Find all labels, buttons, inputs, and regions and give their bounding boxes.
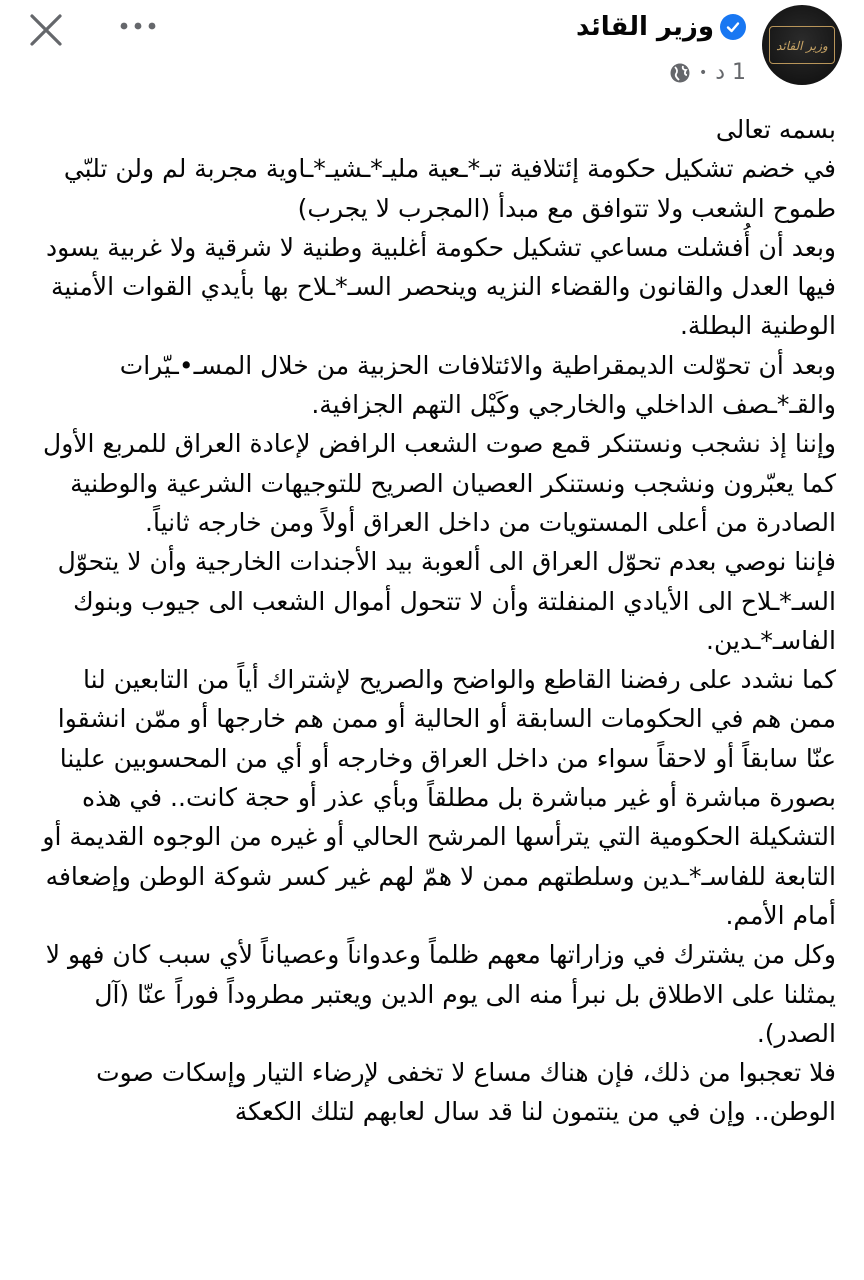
post-paragraph: وبعد أن تحوّلت الديمقراطية والائتلافات الحزبية من خلال المسـ•ـيّرات والقـ*ـصف الداخلي والخارجي وكَيْل التهم الجزافية. <box>119 350 836 420</box>
avatar[interactable] <box>762 5 842 85</box>
post-paragraph: بسمه تعالى <box>715 115 836 144</box>
post-header <box>0 0 864 110</box>
page-name-row <box>576 12 746 42</box>
svg-text:وزير القائد: وزير القائد <box>776 39 828 53</box>
post-paragraph: كما نشدد على رفضنا القاطع والواضح والصريح لإشتراك أياً من التابعين لنا ممن هم في الحكومات السابقة أو الحالية أو ممن هم خارجها أو ممّن انشقوا عنّا سابقاً أو لاحقاً سواء من داخل العراق وخارجه أو أي من المحسوبين علينا بصورة مباشرة أو غير مباشرة بل مطلقاً وبأي عذر أو حجة كانت.. في هذه التشكيلة الحكومية التي يترأسها المرشح الحالي أو غيره من الوجوه القديمة أو التابعة للفاسـ*ـدين وسلطتهم ممن لا همّ لهم غير كسر شوكة الوطن وإضعافه أمام الأمم. <box>42 665 836 930</box>
more-options-icon <box>118 21 158 31</box>
post-text <box>30 110 836 1132</box>
post-paragraph: وكل من يشترك في وزاراتها معهم ظلماً وعدواناً وعصياناً لأي سبب كان فهو لا يمثلنا على الاطلاق بل نبرأ منه الى يوم الدين ويعتبر مطروداً فوراً عنّا (آل الصدر). <box>45 940 836 1048</box>
globe-icon[interactable] <box>669 62 691 84</box>
post-paragraph: فلا تعجبوا من ذلك، فإن هناك مساع لا تخفى لإرضاء التيار وإسكات صوت الوطن.. وإن في من ينتمون لنا قد سال لعابهم لتلك الكعكة <box>96 1058 836 1127</box>
post-paragraph: في خضم تشكيل حكومة إئتلافية تبـ*ـعية مليـ*ـشيـ*ـاوية مجربة لم ولن تلبّي طموح الشعب ولا تتوافق مع مبدأ (المجرب لا يجرب) <box>63 154 836 223</box>
meta-separator: • <box>698 64 708 81</box>
post-time[interactable]: 1 د <box>715 60 746 85</box>
avatar-logo <box>769 26 835 64</box>
post-paragraph: وبعد أن أُفشلت مساعي تشكيل حكومة أغلبية وطنية لا شرقية ولا غربية يسود فيها العدل والقانون والقضاء النزيه وينحصر السـ*ـلاح بها بأيدي القوات الأمنية الوطنية البطلة. <box>45 232 836 341</box>
close-icon <box>28 12 64 48</box>
more-options-button[interactable] <box>112 8 164 44</box>
page-name[interactable]: وزير القائد <box>575 12 714 42</box>
post-paragraph: فإننا نوصي بعدم تحوّل العراق الى ألعوبة بيد الأجندات الخارجية وأن لا يتحوّل السـ*ـلاح الى الأيادي المنفلتة وأن لا تتحول أموال الشعب الى جيوب وبنوك الفاسـ*ـدين. <box>57 547 836 655</box>
verified-badge-icon <box>720 14 746 40</box>
avatar-logo-art <box>773 31 831 59</box>
post-paragraph: وإننا إذ نشجب ونستنكر قمع صوت الشعب الرافض لإعادة العراق للمربع الأول كما يعبّرون ونشجب ونستنكر العصيان الصريح للتوجيهات الشرعية والوطنية الصادرة من أعلى المستويات من داخل العراق أولاً ومن خارجه ثانياً. <box>43 429 836 537</box>
close-button[interactable] <box>22 6 70 54</box>
post-meta <box>669 60 746 85</box>
